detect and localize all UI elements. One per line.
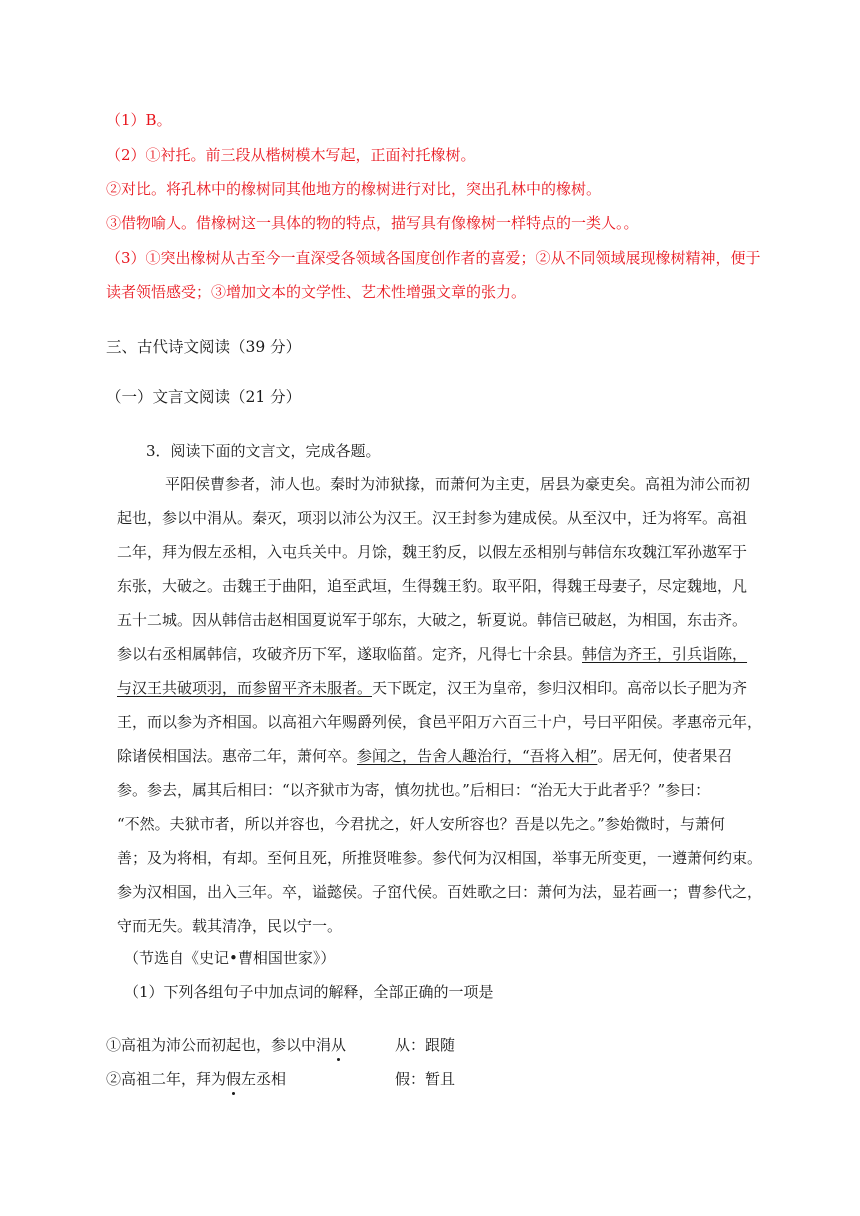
passage-line (117, 644, 747, 664)
answer-2b: ②对比。将孔林中的橡树同其他地方的橡树进行对比，突出孔林中的橡树。 (106, 180, 602, 198)
passage-line: 平阳侯曹参者，沛人也。秦时为沛狱掾，而萧何为主吏，居县为豪吏矣。高祖为沛公而初 (165, 475, 751, 493)
passage-line: “不然。夫狱市者，所以并容也，今君扰之，奸人安所容也？吾是以先之。”参始微时，与萧何 (117, 815, 725, 833)
answer-3-line1: （3）①突出橡树从古至今一直深受各领域各国度创作者的喜爱；②从不同领域展现橡树精神，便于 (106, 249, 761, 267)
option-explanation-1: 从：跟随 (395, 1036, 456, 1054)
underlined-sentence: 与汉王共破项羽，而参留平齐未服者。 (117, 679, 373, 697)
passage-line (117, 746, 732, 766)
dotted-word: 从 (331, 1036, 347, 1054)
option-sentence: ②高祖二年，拜为 (106, 1070, 227, 1088)
passage-line (117, 678, 747, 698)
passage-line: 东张，大破之。击魏王于曲阳，追至武垣，生得魏王豹。取平阳，得魏王母妻子，尽定魏地，凡 (117, 577, 748, 595)
underlined-sentence: 参闻之，告舍人趣治行，“吾将入相” (357, 747, 598, 765)
passage-line: 王，而以参为齐相国。以高祖六年赐爵列侯，食邑平阳万六百三十户，号曰平阳侯。孝惠帝元年， (117, 713, 763, 731)
option-explanation-2: 假：暂且 (395, 1070, 456, 1088)
answer-3-line2: 读者领悟感受；③增加文本的文学性、艺术性增强文章的张力。 (106, 283, 527, 301)
answer-2c: ③借物喻人。借橡树这一具体的物的特点，描写具有像橡树一样特点的一类人。。 (106, 214, 639, 232)
option-sentence: ①高祖为沛公而初起也，参以中涓 (106, 1036, 332, 1054)
passage-text: 参以右丞相属韩信，攻破齐历下军，遂取临菑。定齐，凡得七十余县。 (117, 645, 583, 663)
passage-line: 五十二城。因从韩信击赵相国夏说军于邬东，大破之，斩夏说。韩信已破赵，为相国，东击齐。 (117, 611, 748, 629)
dotted-word: 假 (226, 1070, 242, 1088)
passage-line: 起也，参以中涓从。秦灭，项羽以沛公为汉王。汉王封参为建成侯。从至汉中，迁为将军。高祖 (117, 509, 748, 527)
passage-line: 二年，拜为假左丞相，入屯兵关中。月馀，魏王豹反，以假左丞相别与韩信东攻魏江军孙遨军于 (117, 543, 748, 561)
passage-text: 除诸侯相国法。惠帝二年，萧何卒。 (117, 747, 358, 765)
question-intro: 3．阅读下面的文言文，完成各题。 (146, 442, 381, 460)
option-sentence-end: 左丞相 (241, 1070, 287, 1088)
subsection-heading: （一）文言文阅读（21 分） (106, 388, 302, 406)
passage-source: （节选自《史记•曹相国世家》） (124, 949, 336, 967)
passage-line: 守而无失。载其清净，民以宁一。 (117, 917, 343, 935)
section-heading: 三、古代诗文阅读（39 分） (106, 338, 302, 356)
passage-text: 天下既定，汉王为皇帝，参归汉相印。高帝以长子肥为齐 (372, 679, 748, 697)
passage-line: 参。参去，属其后相曰：“以齐狱市为寄，慎勿扰也。”后相曰：“治无大于此者乎？”参曰： (117, 781, 711, 799)
answer-1: （1）B。 (106, 111, 172, 129)
sub-question-stem: （1）下列各组句子中加点词的解释，全部正确的一项是 (124, 983, 494, 1001)
underlined-sentence: 韩信为齐王，引兵诣陈， (582, 645, 748, 663)
passage-line: 参为汉相国，出入三年。卒，谥懿侯。子窋代侯。百姓歌之曰：萧何为法，显若画一；曹参代之， (117, 883, 763, 901)
passage-text: 。居无何，使者果召 (597, 747, 733, 765)
answer-2: （2）①衬托。前三段从楷树模木写起，正面衬托橡树。 (106, 146, 476, 164)
passage-line: 善；及为将相，有却。至何且死，所推贤唯参。参代何为汉相国，举事无所变更，一遵萧何约束。 (117, 849, 763, 867)
option-row-1 (106, 1035, 346, 1055)
option-row-2 (106, 1069, 286, 1089)
